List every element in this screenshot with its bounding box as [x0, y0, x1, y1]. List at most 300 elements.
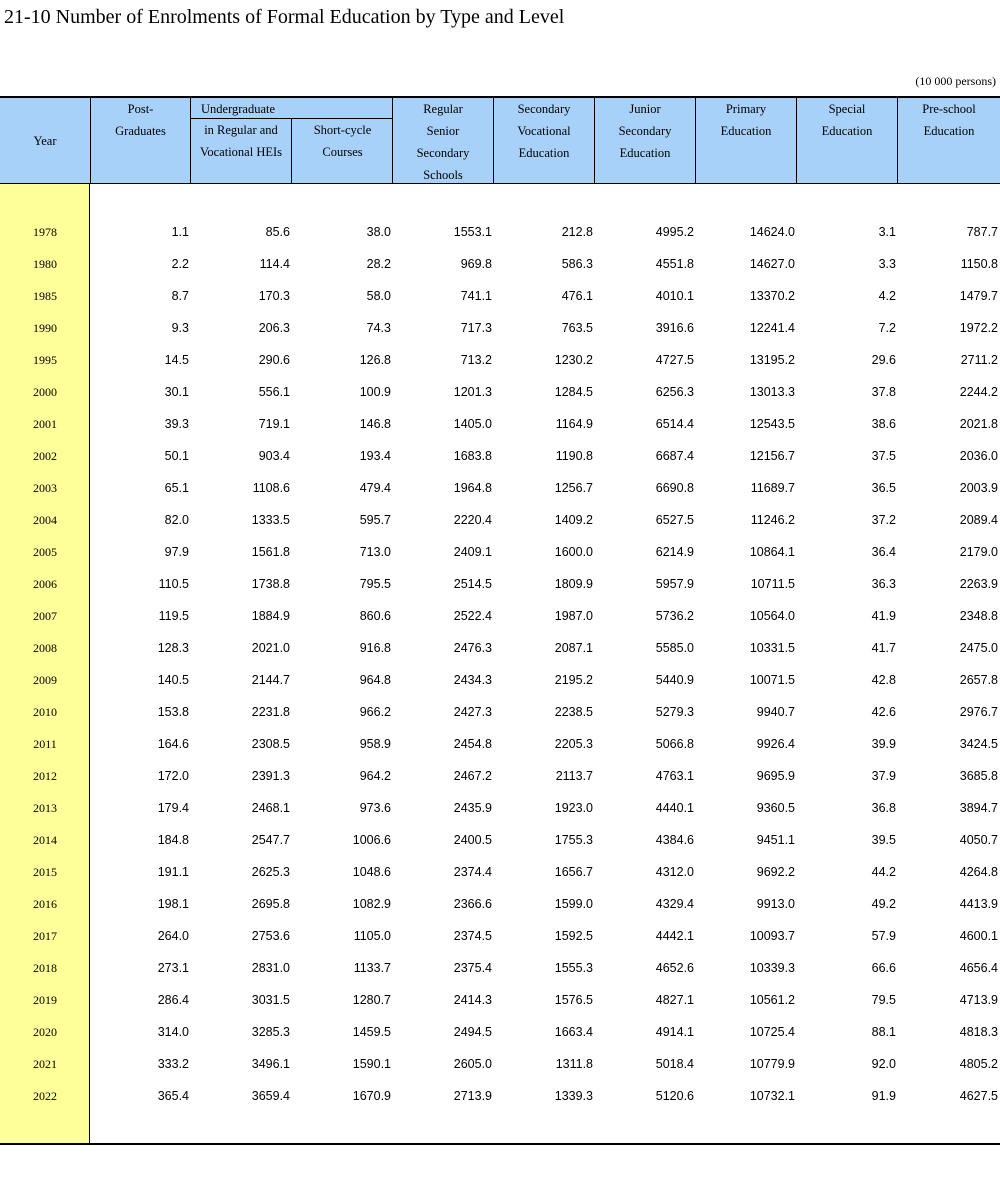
cell-post-graduates: 65.1	[164, 481, 189, 495]
cell-secondary-vocational: 1409.2	[554, 513, 593, 527]
cell-regular-senior-secondary: 2414.3	[453, 993, 492, 1007]
cell-special: 37.9	[871, 769, 896, 783]
cell-regular-senior-secondary: 1201.3	[453, 385, 492, 399]
header-regular-senior-secondary-line-2: Senior	[426, 124, 460, 138]
cell-year: 2020	[33, 1025, 57, 1039]
cell-post-graduates: 172.0	[157, 769, 189, 783]
cell-regular-senior-secondary: 2374.5	[453, 929, 492, 943]
cell-secondary-vocational: 2113.7	[555, 769, 593, 783]
header-pre-school-line-1: Pre-school	[922, 102, 976, 116]
cell-secondary-vocational: 2205.3	[554, 737, 593, 751]
cell-pre-school: 4818.3	[959, 1025, 998, 1039]
header-short-cycle-line-1: Short-cycle	[313, 123, 372, 137]
cell-primary: 10711.5	[750, 577, 795, 591]
cell-secondary-vocational: 2238.5	[554, 705, 593, 719]
table-row	[0, 664, 1000, 696]
table-row	[0, 984, 1000, 1016]
table-row	[0, 1016, 1000, 1048]
cell-post-graduates: 1.1	[171, 225, 189, 239]
cell-special: 49.2	[871, 897, 896, 911]
table-row	[0, 632, 1000, 664]
cell-regular-senior-secondary: 713.2	[460, 353, 492, 367]
cell-regular-senior-secondary: 2522.4	[453, 609, 492, 623]
cell-pre-school: 2021.8	[959, 417, 998, 431]
header-post-graduates	[91, 98, 191, 183]
cell-pre-school: 1479.7	[959, 289, 998, 303]
cell-special: 91.9	[871, 1089, 896, 1103]
cell-pre-school: 3894.7	[959, 801, 998, 815]
cell-secondary-vocational: 763.5	[561, 321, 593, 335]
cell-short-cycle: 916.8	[359, 641, 391, 655]
cell-junior-secondary: 3916.6	[655, 321, 694, 335]
cell-primary: 12156.7	[749, 449, 795, 463]
cell-post-graduates: 153.8	[157, 705, 189, 719]
header-short-cycle-line-2: Courses	[322, 145, 363, 159]
cell-post-graduates: 164.6	[157, 737, 189, 751]
cell-special: 36.3	[871, 577, 896, 591]
header-special-line-2: Education	[821, 124, 873, 138]
cell-undergraduate-regular: 2231.8	[251, 705, 290, 719]
header-undergraduate-regular-line-2: Vocational HEIs	[199, 145, 283, 159]
cell-junior-secondary: 5736.2	[655, 609, 694, 623]
cell-special: 36.5	[871, 481, 896, 495]
cell-pre-school: 2475.0	[959, 641, 998, 655]
cell-secondary-vocational: 476.1	[561, 289, 593, 303]
table-row	[0, 568, 1000, 600]
cell-special: 44.2	[871, 865, 896, 879]
header-special	[797, 98, 898, 183]
header-year-label: Year	[33, 134, 57, 148]
header-special-line-1: Special	[828, 102, 866, 116]
table-row	[0, 472, 1000, 504]
cell-special: 42.8	[871, 673, 896, 687]
cell-post-graduates: 286.4	[157, 993, 189, 1007]
cell-short-cycle: 1048.6	[352, 865, 391, 879]
cell-pre-school: 3685.8	[959, 769, 998, 783]
table-header	[0, 96, 1000, 184]
table-row	[0, 536, 1000, 568]
header-undergraduate-group	[191, 98, 393, 183]
header-year	[0, 98, 91, 183]
cell-junior-secondary: 4827.1	[655, 993, 694, 1007]
header-post-graduates-line-2: Graduates	[115, 124, 166, 138]
table-row	[0, 376, 1000, 408]
cell-undergraduate-regular: 170.3	[258, 289, 290, 303]
cell-year: 2009	[33, 673, 57, 687]
cell-secondary-vocational: 1600.0	[554, 545, 593, 559]
cell-special: 3.3	[878, 257, 896, 271]
cell-year: 2010	[33, 705, 57, 719]
cell-post-graduates: 179.4	[157, 801, 189, 815]
cell-primary: 9913.0	[756, 897, 795, 911]
cell-year: 2015	[33, 865, 57, 879]
cell-secondary-vocational: 1809.9	[554, 577, 593, 591]
cell-secondary-vocational: 1599.0	[554, 897, 593, 911]
cell-pre-school: 2976.7	[959, 705, 998, 719]
cell-primary: 10564.0	[749, 609, 795, 623]
cell-post-graduates: 30.1	[164, 385, 189, 399]
cell-primary: 13195.2	[749, 353, 795, 367]
cell-short-cycle: 1133.7	[353, 961, 391, 975]
cell-pre-school: 4627.5	[959, 1089, 998, 1103]
cell-regular-senior-secondary: 2374.4	[453, 865, 492, 879]
cell-pre-school: 4050.7	[959, 833, 998, 847]
cell-special: 41.7	[871, 641, 896, 655]
cell-year: 1995	[33, 353, 57, 367]
cell-junior-secondary: 5440.9	[655, 673, 694, 687]
cell-pre-school: 2179.0	[959, 545, 998, 559]
table-row	[0, 216, 1000, 248]
header-regular-senior-secondary	[393, 98, 494, 183]
cell-regular-senior-secondary: 2454.8	[453, 737, 492, 751]
header-secondary-vocational	[494, 98, 595, 183]
cell-undergraduate-regular: 2391.3	[251, 769, 290, 783]
page-title: 21-10 Number of Enrolments of Formal Education by Type and Level	[4, 6, 565, 28]
cell-secondary-vocational: 1311.8	[555, 1057, 593, 1071]
cell-secondary-vocational: 1592.5	[554, 929, 593, 943]
cell-regular-senior-secondary: 2366.6	[453, 897, 492, 911]
cell-short-cycle: 713.0	[359, 545, 391, 559]
cell-secondary-vocational: 586.3	[561, 257, 593, 271]
cell-primary: 10561.2	[749, 993, 795, 1007]
cell-pre-school: 3424.5	[959, 737, 998, 751]
table-row	[0, 856, 1000, 888]
cell-special: 36.4	[871, 545, 896, 559]
cell-primary: 9451.1	[756, 833, 795, 847]
table-row	[0, 728, 1000, 760]
cell-pre-school: 2348.8	[959, 609, 998, 623]
cell-undergraduate-regular: 1561.8	[251, 545, 290, 559]
cell-undergraduate-regular: 85.6	[265, 225, 290, 239]
cell-year: 2012	[33, 769, 57, 783]
cell-year: 2000	[33, 385, 57, 399]
cell-short-cycle: 479.4	[359, 481, 391, 495]
header-primary-line-1: Primary	[725, 102, 767, 116]
cell-pre-school: 2089.4	[959, 513, 998, 527]
cell-short-cycle: 958.9	[359, 737, 391, 751]
cell-junior-secondary: 4551.8	[655, 257, 694, 271]
cell-year: 2021	[33, 1057, 57, 1071]
header-secondary-vocational-line-2: Vocational	[517, 124, 571, 138]
cell-post-graduates: 9.3	[171, 321, 189, 335]
table-row	[0, 248, 1000, 280]
cell-primary: 12241.4	[749, 321, 795, 335]
cell-undergraduate-regular: 2831.0	[251, 961, 290, 975]
cell-short-cycle: 193.4	[359, 449, 391, 463]
cell-pre-school: 1150.8	[960, 257, 998, 271]
cell-special: 57.9	[871, 929, 896, 943]
cell-year: 2006	[33, 577, 57, 591]
cell-year: 2016	[33, 897, 57, 911]
cell-special: 29.6	[871, 353, 896, 367]
cell-primary: 10093.7	[749, 929, 795, 943]
cell-regular-senior-secondary: 2514.5	[453, 577, 492, 591]
cell-undergraduate-regular: 1108.6	[252, 481, 290, 495]
cell-pre-school: 2711.2	[960, 353, 998, 367]
cell-short-cycle: 964.2	[359, 769, 391, 783]
cell-special: 39.9	[871, 737, 896, 751]
cell-short-cycle: 1459.5	[352, 1025, 391, 1039]
cell-junior-secondary: 4440.1	[655, 801, 694, 815]
cell-year: 2005	[33, 545, 57, 559]
cell-secondary-vocational: 1339.3	[554, 1089, 593, 1103]
cell-primary: 11689.7	[750, 481, 795, 495]
cell-pre-school: 2657.8	[959, 673, 998, 687]
table-row	[0, 504, 1000, 536]
cell-junior-secondary: 4329.4	[655, 897, 694, 911]
cell-year: 2014	[33, 833, 57, 847]
cell-post-graduates: 184.8	[157, 833, 189, 847]
cell-short-cycle: 146.8	[359, 417, 391, 431]
table-row	[0, 1048, 1000, 1080]
header-regular-senior-secondary-line-4: Schools	[423, 168, 463, 182]
cell-post-graduates: 82.0	[164, 513, 189, 527]
cell-special: 42.6	[871, 705, 896, 719]
cell-special: 36.8	[871, 801, 896, 815]
cell-pre-school: 4600.1	[959, 929, 998, 943]
cell-pre-school: 787.7	[966, 225, 998, 239]
cell-primary: 14627.0	[749, 257, 795, 271]
table-row	[0, 920, 1000, 952]
cell-regular-senior-secondary: 1964.8	[453, 481, 492, 495]
cell-special: 38.6	[871, 417, 896, 431]
cell-year: 2004	[33, 513, 57, 527]
cell-primary: 9940.7	[756, 705, 795, 719]
table-row	[0, 312, 1000, 344]
cell-regular-senior-secondary: 969.8	[460, 257, 492, 271]
cell-regular-senior-secondary: 1405.0	[453, 417, 492, 431]
cell-post-graduates: 264.0	[157, 929, 189, 943]
cell-primary: 13370.2	[749, 289, 795, 303]
cell-pre-school: 4656.4	[959, 961, 998, 975]
cell-post-graduates: 198.1	[157, 897, 189, 911]
cell-undergraduate-regular: 2625.3	[251, 865, 290, 879]
cell-junior-secondary: 4010.1	[655, 289, 694, 303]
cell-short-cycle: 1105.0	[353, 929, 391, 943]
cell-post-graduates: 97.9	[164, 545, 189, 559]
cell-regular-senior-secondary: 741.1	[460, 289, 492, 303]
cell-junior-secondary: 5066.8	[655, 737, 694, 751]
cell-undergraduate-regular: 3031.5	[251, 993, 290, 1007]
header-junior-secondary-line-1: Junior	[629, 102, 661, 116]
cell-undergraduate-regular: 114.4	[259, 257, 290, 271]
cell-year: 2018	[33, 961, 57, 975]
cell-short-cycle: 100.9	[359, 385, 391, 399]
cell-short-cycle: 1082.9	[352, 897, 391, 911]
cell-secondary-vocational: 1256.7	[554, 481, 593, 495]
cell-regular-senior-secondary: 2476.3	[453, 641, 492, 655]
cell-year: 2019	[33, 993, 57, 1007]
cell-short-cycle: 973.6	[359, 801, 391, 815]
cell-primary: 13013.3	[749, 385, 795, 399]
table-row	[0, 600, 1000, 632]
cell-regular-senior-secondary: 2467.2	[453, 769, 492, 783]
header-post-graduates-line-1: Post-	[127, 102, 154, 116]
cell-short-cycle: 38.0	[366, 225, 391, 239]
cell-special: 7.2	[878, 321, 896, 335]
table-row	[0, 888, 1000, 920]
table-row	[0, 280, 1000, 312]
cell-primary: 10071.5	[749, 673, 795, 687]
cell-post-graduates: 110.5	[158, 577, 189, 591]
cell-post-graduates: 119.5	[158, 609, 189, 623]
header-short-cycle	[292, 119, 393, 183]
cell-year: 1980	[33, 257, 57, 271]
cell-short-cycle: 595.7	[359, 513, 391, 527]
cell-post-graduates: 128.3	[157, 641, 189, 655]
cell-primary: 10779.9	[749, 1057, 795, 1071]
table-row	[0, 760, 1000, 792]
cell-undergraduate-regular: 2753.6	[251, 929, 290, 943]
cell-year: 2002	[33, 449, 57, 463]
cell-undergraduate-regular: 1333.5	[251, 513, 290, 527]
cell-junior-secondary: 6690.8	[655, 481, 694, 495]
cell-primary: 10339.3	[749, 961, 795, 975]
cell-primary: 9926.4	[756, 737, 795, 751]
cell-secondary-vocational: 1755.3	[554, 833, 593, 847]
cell-special: 4.2	[878, 289, 896, 303]
cell-year: 1990	[33, 321, 57, 335]
cell-year: 2022	[33, 1089, 57, 1103]
table-row	[0, 792, 1000, 824]
cell-undergraduate-regular: 1884.9	[251, 609, 290, 623]
cell-year: 2001	[33, 417, 57, 431]
header-junior-secondary	[595, 98, 696, 183]
cell-short-cycle: 74.3	[366, 321, 391, 335]
cell-regular-senior-secondary: 2427.3	[453, 705, 492, 719]
cell-junior-secondary: 6514.4	[655, 417, 694, 431]
table-row	[0, 408, 1000, 440]
cell-special: 3.1	[878, 225, 896, 239]
unit-note: (10 000 persons)	[915, 74, 996, 88]
cell-special: 79.5	[871, 993, 896, 1007]
cell-post-graduates: 191.1	[157, 865, 189, 879]
header-pre-school	[898, 98, 1000, 183]
cell-pre-school: 2036.0	[959, 449, 998, 463]
cell-undergraduate-regular: 3496.1	[251, 1057, 290, 1071]
cell-post-graduates: 140.5	[157, 673, 189, 687]
cell-primary: 12543.5	[749, 417, 795, 431]
cell-short-cycle: 1670.9	[352, 1089, 391, 1103]
cell-undergraduate-regular: 1738.8	[251, 577, 290, 591]
cell-secondary-vocational: 1987.0	[554, 609, 593, 623]
cell-regular-senior-secondary: 1683.8	[453, 449, 492, 463]
table-row	[0, 952, 1000, 984]
cell-special: 37.5	[871, 449, 896, 463]
table-row	[0, 824, 1000, 856]
cell-junior-secondary: 4914.1	[655, 1025, 694, 1039]
cell-undergraduate-regular: 290.6	[258, 353, 290, 367]
cell-year: 2017	[33, 929, 57, 943]
cell-short-cycle: 964.8	[359, 673, 391, 687]
cell-undergraduate-regular: 2695.8	[251, 897, 290, 911]
cell-secondary-vocational: 1555.3	[554, 961, 593, 975]
cell-secondary-vocational: 1190.8	[555, 449, 593, 463]
cell-junior-secondary: 5279.3	[655, 705, 694, 719]
cell-junior-secondary: 6687.4	[655, 449, 694, 463]
cell-pre-school: 4264.8	[959, 865, 998, 879]
cell-post-graduates: 50.1	[164, 449, 189, 463]
header-pre-school-line-2: Education	[923, 124, 975, 138]
cell-post-graduates: 333.2	[157, 1057, 189, 1071]
cell-junior-secondary: 4652.6	[655, 961, 694, 975]
cell-secondary-vocational: 1663.4	[554, 1025, 593, 1039]
header-undergraduate-regular	[191, 119, 292, 183]
table-row	[0, 344, 1000, 376]
cell-special: 41.9	[871, 609, 896, 623]
cell-undergraduate-regular: 206.3	[258, 321, 290, 335]
cell-junior-secondary: 4384.6	[655, 833, 694, 847]
cell-secondary-vocational: 1164.9	[555, 417, 593, 431]
header-regular-senior-secondary-line-1: Regular	[423, 102, 463, 116]
header-regular-senior-secondary-line-3: Secondary	[416, 146, 470, 160]
cell-junior-secondary: 6214.9	[655, 545, 694, 559]
cell-special: 66.6	[871, 961, 896, 975]
cell-secondary-vocational: 1923.0	[554, 801, 593, 815]
cell-primary: 11246.2	[750, 513, 795, 527]
header-junior-secondary-line-2: Secondary	[618, 124, 672, 138]
cell-junior-secondary: 4763.1	[655, 769, 694, 783]
cell-primary: 10725.4	[749, 1025, 795, 1039]
cell-year: 2003	[33, 481, 57, 495]
cell-junior-secondary: 6527.5	[655, 513, 694, 527]
cell-short-cycle: 28.2	[366, 257, 391, 271]
table-bottom-rule	[0, 1143, 1000, 1145]
cell-regular-senior-secondary: 2713.9	[453, 1089, 492, 1103]
header-primary	[696, 98, 797, 183]
cell-regular-senior-secondary: 2409.1	[453, 545, 492, 559]
cell-primary: 10331.5	[749, 641, 795, 655]
cell-secondary-vocational: 1230.2	[554, 353, 593, 367]
table-row	[0, 440, 1000, 472]
cell-junior-secondary: 6256.3	[655, 385, 694, 399]
cell-undergraduate-regular: 903.4	[258, 449, 290, 463]
cell-junior-secondary: 4727.5	[655, 353, 694, 367]
cell-short-cycle: 1006.6	[352, 833, 391, 847]
cell-undergraduate-regular: 2468.1	[251, 801, 290, 815]
cell-post-graduates: 39.3	[164, 417, 189, 431]
cell-post-graduates: 14.5	[164, 353, 189, 367]
cell-short-cycle: 1590.1	[352, 1057, 391, 1071]
cell-post-graduates: 273.1	[157, 961, 189, 975]
cell-regular-senior-secondary: 2400.5	[453, 833, 492, 847]
cell-year: 1978	[33, 225, 57, 239]
cell-regular-senior-secondary: 2434.3	[453, 673, 492, 687]
header-secondary-vocational-line-1: Secondary	[517, 102, 571, 116]
cell-special: 88.1	[871, 1025, 896, 1039]
cell-undergraduate-regular: 3659.4	[251, 1089, 290, 1103]
cell-secondary-vocational: 1576.5	[554, 993, 593, 1007]
cell-pre-school: 4413.9	[959, 897, 998, 911]
table-body	[0, 216, 1000, 1112]
cell-regular-senior-secondary: 2605.0	[453, 1057, 492, 1071]
cell-pre-school: 2263.9	[959, 577, 998, 591]
cell-regular-senior-secondary: 1553.1	[453, 225, 492, 239]
cell-pre-school: 4713.9	[959, 993, 998, 1007]
cell-junior-secondary: 5120.6	[655, 1089, 694, 1103]
header-secondary-vocational-line-3: Education	[518, 146, 570, 160]
cell-regular-senior-secondary: 2220.4	[453, 513, 492, 527]
cell-short-cycle: 1280.7	[352, 993, 391, 1007]
cell-special: 37.8	[871, 385, 896, 399]
cell-special: 39.5	[871, 833, 896, 847]
cell-post-graduates: 8.7	[171, 289, 189, 303]
cell-junior-secondary: 4995.2	[655, 225, 694, 239]
cell-short-cycle: 58.0	[366, 289, 391, 303]
cell-regular-senior-secondary: 717.3	[460, 321, 492, 335]
cell-short-cycle: 795.5	[359, 577, 391, 591]
cell-post-graduates: 2.2	[171, 257, 189, 271]
